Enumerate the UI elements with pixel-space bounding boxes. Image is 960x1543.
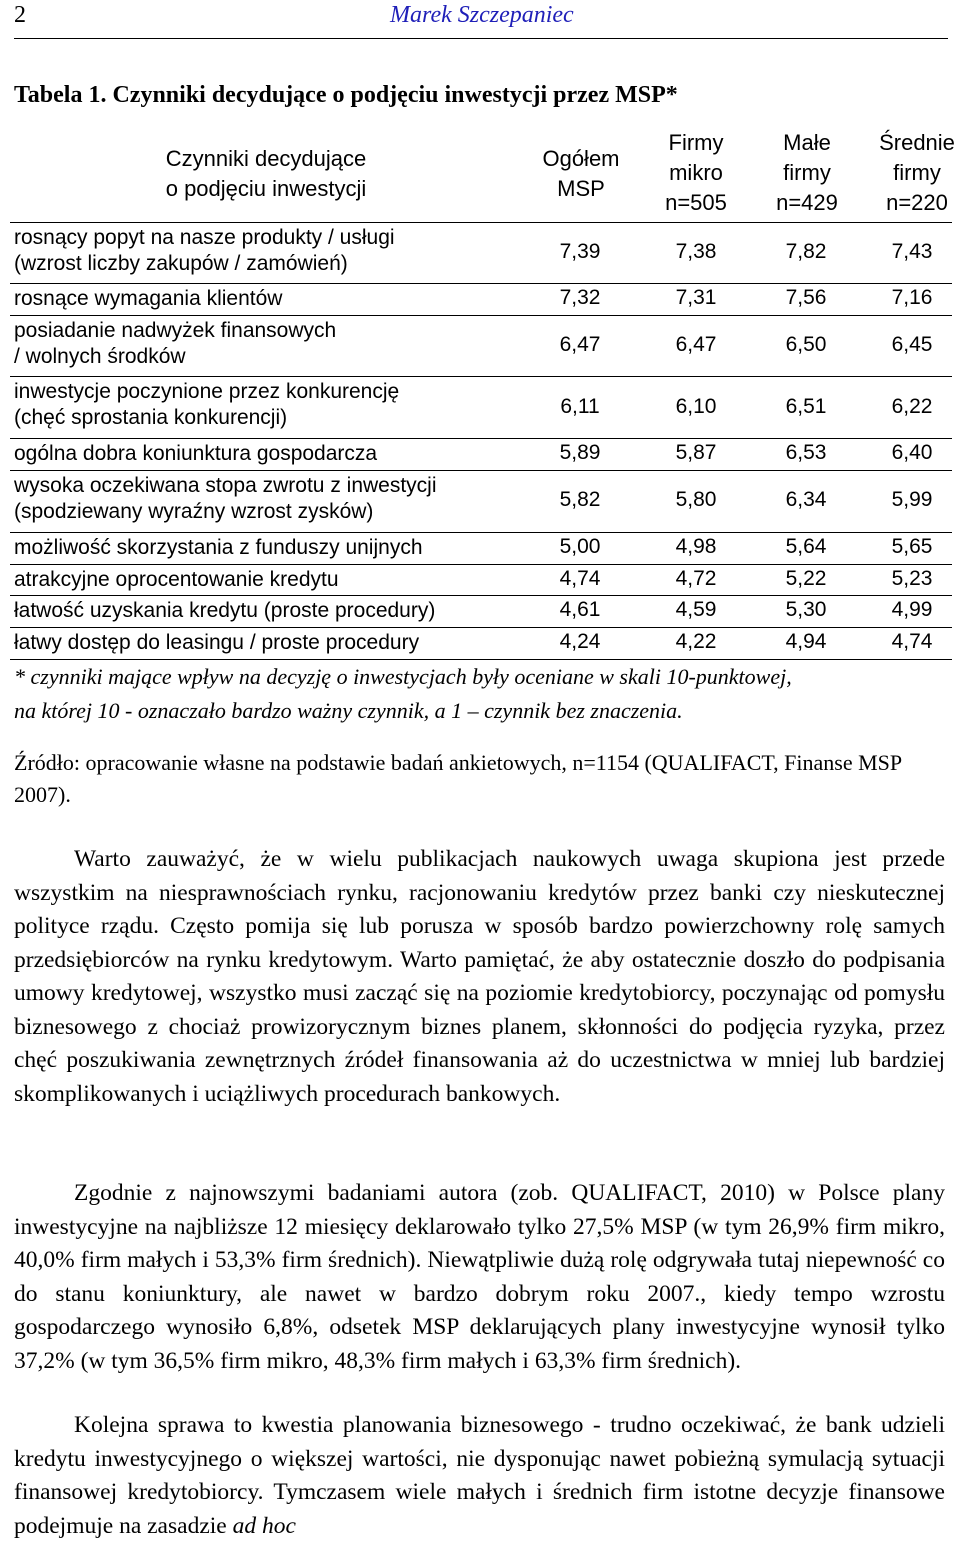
- column-header-factors: Czynniki decydujące o podjęciu inwestycji: [165, 146, 367, 201]
- value-micro: 4,72: [675, 567, 717, 590]
- table-header: [10, 128, 955, 220]
- value-total: 6,47: [559, 333, 601, 356]
- value-total: 5,00: [559, 535, 601, 558]
- value-micro: 4,59: [675, 598, 717, 621]
- table-row: [10, 564, 952, 595]
- paragraph-italic: ad hoc: [232, 1512, 296, 1539]
- value-micro: 7,38: [675, 240, 717, 263]
- page-number: 2: [14, 2, 26, 28]
- value-total: 5,89: [559, 441, 601, 464]
- table-row: [10, 438, 952, 470]
- value-total: 4,61: [559, 598, 601, 621]
- table-row: [10, 532, 952, 564]
- column-header-medium: Średnie firmy n=220: [879, 130, 955, 215]
- row-label: łatwość uzyskania kredytu (proste procedury): [14, 599, 436, 622]
- value-small: 5,22: [785, 567, 827, 590]
- value-small: 6,50: [785, 333, 827, 356]
- value-micro: 7,31: [675, 286, 717, 309]
- value-medium: 4,99: [891, 598, 933, 621]
- value-total: 4,24: [559, 630, 601, 653]
- row-label: posiadanie nadwyżek finansowych / wolnych środków: [14, 319, 337, 368]
- value-small: 7,82: [785, 240, 827, 263]
- table-row: [10, 376, 952, 438]
- table-footnote: * czynniki mające wpływ na decyzję o inwestycjach były oceniane w skali 10-punktowej, na której 10 - oznaczało bardzo ważny czynnik, a 1 – czynnik bez znaczenia.: [14, 664, 792, 723]
- running-author: Marek Szczepaniec: [390, 2, 574, 28]
- row-label: rosnące wymagania klientów: [14, 287, 283, 310]
- column-header-total: Ogółem MSP: [542, 146, 620, 201]
- value-medium: 7,16: [891, 286, 933, 309]
- value-small: 6,53: [785, 441, 827, 464]
- column-header-small: Małe firmy n=429: [776, 130, 838, 215]
- row-label: inwestycje poczynione przez konkurencję (chęć sprostania konkurencji): [14, 380, 400, 429]
- table-title: Tabela 1. Czynniki decydujące o podjęciu inwestycji przez MSP*: [14, 82, 678, 108]
- table-row: [10, 627, 952, 660]
- value-micro: 5,87: [675, 441, 717, 464]
- value-micro: 6,47: [675, 333, 717, 356]
- value-medium: 5,23: [891, 567, 933, 590]
- value-medium: 4,74: [891, 630, 933, 653]
- value-small: 5,64: [785, 535, 827, 558]
- value-total: 7,39: [559, 240, 601, 263]
- table-source: Źródło: opracowanie własne na podstawie badań ankietowych, n=1154 (QUALIFACT, Finanse MSP 2007).: [14, 750, 902, 807]
- row-label: możliwość skorzystania z funduszy unijnych: [14, 536, 423, 559]
- paragraph-text: Kolejna sprawa to kwestia planowania biznesowego - trudno oczekiwać, że bank udzieli kredytu inwestycyjnego o większej wartości, nie dysponując nawet pobieżną symulacją sytuacji finansowej kredytobiorcy. Tymczasem wiele małych i średnich firm istotne decyzje finansowe podejmuje na zasadzie: [14, 1412, 945, 1539]
- row-label: wysoka oczekiwana stopa zwrotu z inwestycji (spodziewany wyraźny wzrost zysków): [14, 474, 437, 523]
- value-total: 6,11: [560, 395, 600, 418]
- table-row: [10, 315, 952, 376]
- value-small: 5,30: [785, 598, 827, 621]
- value-micro: 6,10: [675, 395, 717, 418]
- column-header-micro: Firmy mikro n=505: [665, 130, 727, 215]
- value-medium: 5,65: [891, 535, 933, 558]
- value-total: 4,74: [559, 567, 601, 590]
- paragraph: Warto zauważyć, że w wielu publikacjach naukowych uwaga skupiona jest przede wszystkim na niesprawnościach rynku, racjonowaniu kredytów przez banki czy nieskutecznej polityce rządu. Często pomija się lub porusza w sposób bardzo powierzchowny rolę samych przedsiębiorców na rynku kredytowym. Warto pamiętać, że aby ostatecznie doszło do podpisania umowy kredytowej, wszystko musi zacząć się na poziomie kredytobiorcy, poczynając od pomysłu biznesowego z chociaż prowizorycznym biznes planem, skłonności do podjęcia ryzyka, przez chęć poszukiwania zewnętrznych źródeł finansowania aż do uczestnictwa w mniej lub bardziej skomplikowanych i uciążliwych procedurach bankowych.: [14, 846, 945, 1107]
- row-label: atrakcyjne oprocentowanie kredytu: [14, 568, 339, 591]
- table-row: [10, 595, 952, 627]
- row-label: ogólna dobra koniunktura gospodarcza: [14, 442, 378, 465]
- table-row: [10, 283, 952, 315]
- paragraph: [14, 1409, 945, 1543]
- value-medium: 6,45: [891, 333, 933, 356]
- value-small: 7,56: [785, 286, 827, 309]
- value-total: 7,32: [559, 286, 601, 309]
- value-medium: 5,99: [891, 488, 933, 511]
- value-micro: 4,98: [675, 535, 717, 558]
- table-row: [10, 470, 952, 532]
- value-small: 6,34: [785, 488, 827, 511]
- row-label: łatwy dostęp do leasingu / proste procedury: [14, 631, 420, 654]
- table-row: [10, 222, 952, 283]
- value-micro: 4,22: [675, 630, 717, 653]
- value-small: 6,51: [785, 395, 827, 418]
- value-small: 4,94: [785, 630, 827, 653]
- paragraph: Zgodnie z najnowszymi badaniami autora (zob. QUALIFACT, 2010) w Polsce plany inwestycyjne na najbliższe 12 miesięcy deklarowało tylko 27,5% MSP (w tym 26,9% firm mikro, 40,0% firm małych i 53,3% firm średnich). Niewątpliwie dużą rolę odgrywała tutaj niepewność co do stanu koniunktury, ale nawet w bardzo dobrym roku 2007., kiedy tempo wzrostu gospodarczego wynosiło 6,8%, odsetek MSP deklarujących plany inwestycyjne wynosił tylko 37,2% (w tym 36,5% firm mikro, 48,3% firm małych i 63,3% firm średnich).: [14, 1180, 945, 1374]
- page-header: [14, 0, 948, 39]
- row-label: rosnący popyt na nasze produkty / usługi (wzrost liczby zakupów / zamówień): [14, 226, 395, 275]
- value-micro: 5,80: [675, 488, 717, 511]
- value-medium: 7,43: [891, 240, 933, 263]
- value-medium: 6,22: [891, 395, 933, 418]
- value-total: 5,82: [559, 488, 601, 511]
- value-medium: 6,40: [891, 441, 933, 464]
